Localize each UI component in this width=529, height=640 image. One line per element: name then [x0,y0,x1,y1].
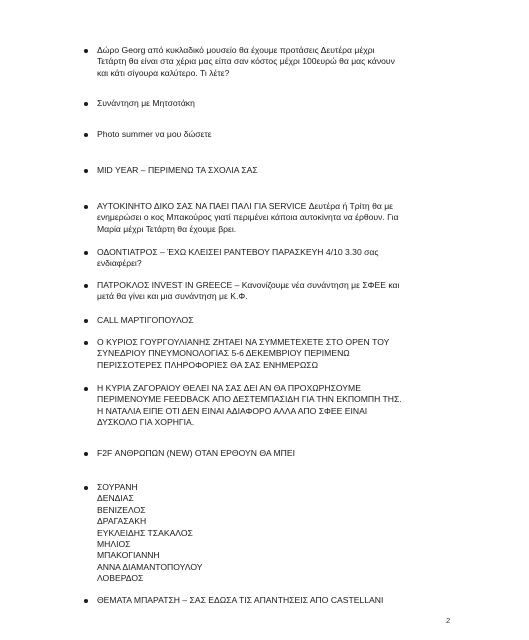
bullet-icon [84,251,88,255]
bullet-icon [84,133,88,137]
bullet-icon [84,205,88,209]
bullet-icon [84,319,88,323]
bullet-icon [84,284,88,288]
list-item: ΣΟΥΡΑΝΗ ΔΕΝΔΙΑΣ ΒΕΝΙΖΕΛΟΣ ΔΡΑΓΑΣΑΚΗ ΕΥΚΛΕΙΔΗΣ ΤΣΑΚΑΛΟΣ ΜΗΛΙΟΣ ΜΠΑΚΟΓΙΑΝΝΗ ΑΝΝΑ ΔΙΑΜΑΝΤΟΠΟΥΛΟΥ ΛΟΒΕΡΔΟΣ [97,482,492,585]
list-item: ΘΕΜΑΤΑ ΜΠΑΡΑΤΣΗ – ΣΑΣ ΕΔΩΣΑ ΤΙΣ ΑΠΑΝΤΗΣΕΙΣ ΑΠΟ CASTELLANI [97,595,492,606]
list-item: ΟΔΟΝΤΙΑΤΡΟΣ – ΈΧΩ ΚΛΕΙΣΕΙ ΡΑΝΤΕΒΟΥ ΠΑΡΑΣΚΕΥΗ 4/10 3.30 σας ενδιαφέρει? [97,247,492,270]
list-item: F2F ΑΝΘΡΩΠΩΝ (NEW) ΟΤΑΝ ΕΡΘΟΥΝ ΘΑ ΜΠΕΙ [97,448,492,459]
list-item: Δώρο Georg από κυκλαδικό μουσείο θα έχουμε προτάσεις Δευτέρα μέχρι Τετάρτη θα είναι στα χέρια μας είπα σαν κόστος μέχρι 100ευρώ θα μας κάνουν και κάτι σίγουρα καλύτερο. Τι λέτε? [97,45,492,79]
bullet-icon [84,169,88,173]
list-item: Ο ΚΥΡΙΟΣ ΓΟΥΡΓΟΥΛΙΑΝΗΣ ΖΗΤΑΕΙ ΝΑ ΣΥΜΜΕΤΕΧΕΤΕ ΣΤΟ OPEN ΤΟΥ ΣΥΝΕΔΡΙΟΥ ΠΝΕΥΜΟΝΟΛΟΓΙΑΣ 5-6 ΔΕΚΕΜΒΡΙΟΥ ΠΕΡΙΜΕΝΩ ΠΕΡΙΣΣΟΤΕΡΕΣ ΠΛΗΡΟΦΟΡΙΕΣ ΘΑ ΣΑΣ ΕΝΗΜΕΡΩΣΩ [97,337,492,371]
list-item: Photo summer να μου δώσετε [97,129,492,140]
bullet-icon [84,599,88,603]
list-item: ΑΥΤΟΚΙΝΗΤΟ ΔΙΚΟ ΣΑΣ ΝΑ ΠΑΕΙ ΠΑΛΙ ΓΙΑ SERVICE Δευτέρα ή Τρίτη θα με ενημερώσει ο κος Μπακούρος γιατί περιμένει κάποια αυτοκίνητα να έρθουν. Για Μαρία μέχρι Τετάρτη θα έχουμε βρει. [97,201,492,235]
bullet-icon [84,102,88,106]
bullet-icon [84,341,88,345]
bullet-icon [84,452,88,456]
list-item: CALL ΜΑΡΤΙΓΟΠΟΥΛΟΣ [97,315,492,326]
page-number: 2 [446,616,451,625]
list-item: MID YEAR – ΠΕΡΙΜΕΝΩ ΤΑ ΣΧΟΛΙΑ ΣΑΣ [97,165,492,176]
bullet-icon [84,387,88,391]
bullet-icon [84,486,88,490]
list-item: Η ΚΥΡΙΑ ΖΑΓΟΡΑΙΟΥ ΘΕΛΕΙ ΝΑ ΣΑΣ ΔΕΙ ΑΝ ΘΑ ΠΡΟΧΩΡΗΣΟΥΜΕ ΠΕΡΙΜΕΝΟΥΜΕ FEEDBACK ΑΠΟ ΔΕΣΤΕΜΠΑΣΙΔΗ ΓΙΑ ΤΗΝ ΕΚΠΟΜΠΗ ΤΗΣ. Η ΝΑΤΑΛΙΑ ΕΙΠΕ ΟΤΙ ΔΕΝ ΕΙΝΑΙ ΑΔΙΑΦΟΡΟ ΑΛΛΑ ΑΠΟ ΣΦΕΕ ΕΙΝΑΙ ΔΥΣΚΟΛΟ ΓΙΑ ΧΟΡΗΓΙΑ. [97,383,492,429]
bullet-icon [84,49,88,53]
list-item: Συνάντηση με Μητσοτάκη [97,98,492,109]
list-item: ΠΑΤΡΟΚΛΟΣ INVEST IN GREECE – Κανονίζουμε νέα συνάντηση με ΣΦΕΕ και μετά θα γίνει και μια συνάντηση με Κ.Φ. [97,280,492,303]
